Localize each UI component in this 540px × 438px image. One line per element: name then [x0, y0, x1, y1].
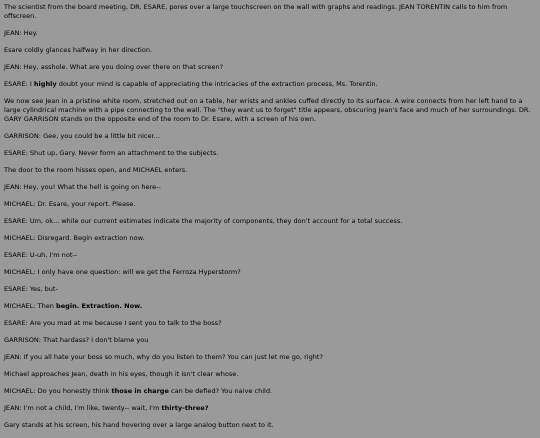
emphasized-text: begin. Extraction. Now.: [56, 302, 143, 310]
paragraph-text: MICHAEL: I only have one question: will we get the Ferroza Hyperstorm?: [4, 268, 241, 276]
script-paragraph: [4, 217, 536, 226]
paragraph-text: doubt your mind is capable of appreciating the intricacies of the extraction process, Ms. Torentin.: [56, 80, 378, 88]
paragraph-text: MICHAEL: Then: [4, 302, 57, 310]
script-paragraph: [4, 387, 536, 396]
emphasized-text: those in charge: [111, 387, 169, 395]
script-paragraph: [4, 302, 536, 311]
paragraph-text: Michael approaches Jean, death in his eyes, though it isn't clear whose.: [4, 370, 239, 378]
script-document: [4, 3, 536, 438]
script-paragraph: [4, 46, 536, 55]
script-paragraph: [4, 149, 536, 158]
paragraph-text: GARRISON: Gee, you could be a little bit nicer...: [4, 132, 160, 140]
script-paragraph: [4, 285, 536, 294]
paragraph-text: ESARE: Shut up, Gary. Never form an attachment to the subjects.: [4, 149, 219, 157]
script-paragraph: [4, 200, 536, 209]
paragraph-text: The door to the room hisses open, and MICHAEL enters.: [4, 166, 188, 174]
script-paragraph: [4, 29, 536, 38]
paragraph-text: Esare coldly glances halfway in her direction.: [4, 46, 153, 54]
script-paragraph: [4, 336, 536, 345]
paragraph-text: MICHAEL: Disregard. Begin extraction now.: [4, 234, 145, 242]
paragraph-text: MICHAEL: Dr. Esare, your report. Please.: [4, 200, 136, 208]
script-paragraph: [4, 268, 536, 277]
script-paragraph: [4, 404, 536, 413]
script-paragraph: [4, 251, 536, 260]
paragraph-text: ESARE: Um, ok... while our current estimates indicate the majority of components, they don't account for a total success.: [4, 217, 403, 225]
paragraph-text: We now see Jean in a pristine white room, stretched out on a table, her wrists and ankles cuffed directly to its surface. A wire connects from her left hand to a large cylindrical machine with a pipe connecting to the wall. The "they want us to forget" title appears, obscuring Jean's face and much of her surroundings. DR. GARY GARRISON stands on the opposite end of the room to Dr. Esare, with a screen of his own.: [4, 97, 531, 123]
paragraph-text: ESARE: I: [4, 80, 34, 88]
script-paragraph: [4, 166, 536, 175]
script-paragraph: [4, 63, 536, 72]
paragraph-text: The scientist from the board meeting, DR. ESARE, pores over a large touchscreen on the wall with graphs and readings. JEAN TORENTIN calls to him from offscreen.: [4, 3, 508, 20]
emphasized-text: highly: [33, 80, 57, 88]
script-paragraph: [4, 80, 536, 89]
paragraph-text: GARRISON: That hardass? I don't blame you: [4, 336, 149, 344]
paragraph-text: JEAN: Hey, asshole. What are you doing over there on that screen?: [4, 63, 224, 71]
script-paragraph: [4, 319, 536, 328]
script-paragraph: [4, 183, 536, 192]
script-paragraph: [4, 234, 536, 243]
script-paragraph: [4, 132, 536, 141]
paragraph-text: JEAN: If you all hate your boss so much, why do you listen to them? You can just let me go, right?: [4, 353, 323, 361]
paragraph-text: JEAN: I'm not a child, I'm like, twenty-- wait, I'm: [4, 404, 162, 412]
script-paragraph: [4, 97, 536, 124]
script-paragraph: [4, 421, 536, 430]
emphasized-text: thirty-three?: [161, 404, 209, 412]
script-paragraph: [4, 353, 536, 362]
paragraph-text: Gary stands at his screen, his hand hovering over a large analog button next to it.: [4, 421, 274, 429]
paragraph-text: can be defied? You naive child.: [168, 387, 273, 395]
paragraph-text: ESARE: U-uh, I'm not--: [4, 251, 78, 259]
script-paragraph: [4, 3, 536, 21]
paragraph-text: ESARE: Yes, but-: [4, 285, 58, 293]
script-paragraph: [4, 370, 536, 379]
paragraph-text: ESARE: Are you mad at me because I sent you to talk to the boss?: [4, 319, 222, 327]
paragraph-text: JEAN: Hey.: [4, 29, 38, 37]
paragraph-text: JEAN: Hey, you! What the hell is going on here--: [4, 183, 161, 191]
paragraph-text: MICHAEL: Do you honestly think: [4, 387, 112, 395]
